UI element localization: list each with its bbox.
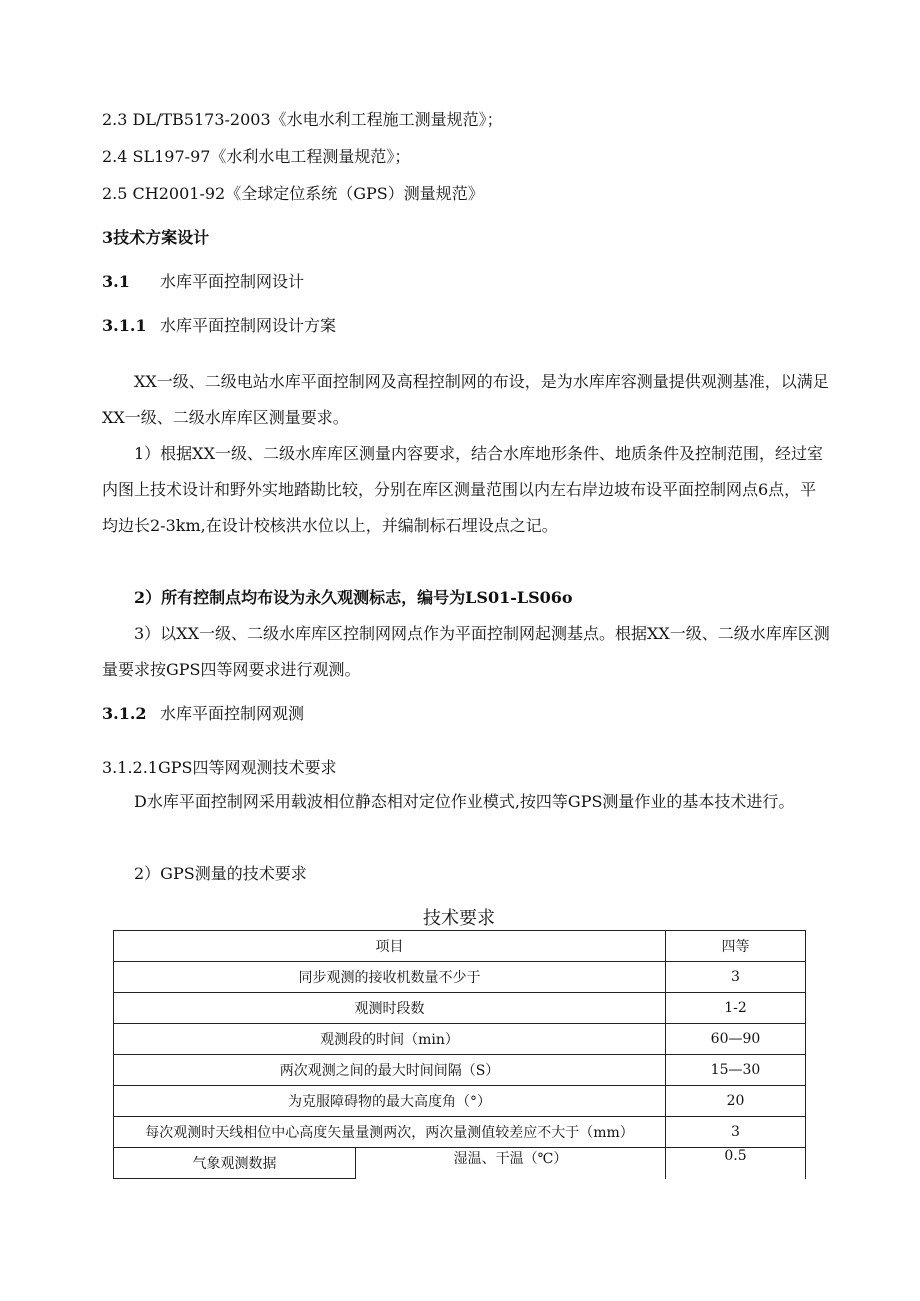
row-value: 3 <box>666 962 806 993</box>
row-value: 20 <box>666 1086 806 1117</box>
table-row <box>114 1055 806 1086</box>
row-item: 两次观测之间的最大时间间隔（S） <box>114 1055 666 1086</box>
section-number: 3.1 <box>102 272 130 291</box>
header-grade: 四等 <box>666 931 806 962</box>
paragraph: XX一级、二级电站水库平面控制网及高程控制网的布设，是为水库库容测量提供观测基准，以满足XX一级、二级水库库区测量要求。 <box>102 372 829 427</box>
table-row <box>114 962 806 993</box>
table-row <box>114 993 806 1024</box>
section-title: 水库平面控制网设计方案 <box>160 316 337 335</box>
paragraph-text: 2）所有控制点均布设为永久观测标志，编号为 <box>134 588 466 607</box>
row-item: 同步观测的接收机数量不少于 <box>114 962 666 993</box>
section-heading-3-1-1 <box>102 316 336 336</box>
table-row <box>114 1086 806 1117</box>
row-value: 15—30 <box>666 1055 806 1086</box>
reference-item: 2.5 CH2001-92《全球定位系统（GPS）测量规范》 <box>102 184 484 203</box>
section-heading-3-1-2 <box>102 704 304 724</box>
row-value: 60—90 <box>666 1024 806 1055</box>
row-item: 为克服障碍物的最大高度角（°） <box>114 1086 666 1117</box>
section-heading-3: 3技术方案设计 <box>102 228 210 247</box>
row-item: 观测时段数 <box>114 993 666 1024</box>
section-title: 水库平面控制网设计 <box>160 272 305 291</box>
paragraph: 3）以XX一级、二级水库库区控制网网点作为平面控制网起测基点。根据XX一级、二级水库库区测量要求按GPS四等网要求进行观测。 <box>102 624 830 679</box>
section-number: 3.1.2 <box>102 704 147 723</box>
header-item: 项目 <box>114 931 666 962</box>
control-point-code: LS01-LS06o <box>465 588 573 607</box>
row-value: 1-2 <box>666 993 806 1024</box>
row-value: 3 <box>666 1117 806 1148</box>
section-number: 3.1.1 <box>102 316 147 335</box>
row-item: 每次观测时天线相位中心高度矢量量测两次，两次量测值较差应不大于（mm） <box>114 1117 666 1148</box>
section-heading-3-1 <box>102 272 304 292</box>
paragraph <box>102 580 830 616</box>
row-item: 湿温、干温（℃） <box>356 1148 666 1179</box>
table-row <box>114 1024 806 1055</box>
paragraph: 2）GPS测量的技术要求 <box>134 864 307 883</box>
table-row <box>114 1148 806 1179</box>
row-value: 0.5 <box>666 1148 806 1179</box>
row-item: 观测段的时间（min） <box>114 1024 666 1055</box>
section-title: 水库平面控制网观测 <box>160 704 305 723</box>
table-caption: 技术要求 <box>423 908 495 929</box>
paragraph: 1）根据XX一级、二级水库库区测量内容要求，结合水库地形条件、地质条件及控制范围，经过室内图上技术设计和野外实地踏勘比较，分别在库区测量范围以内左右岸边坡布设平面控制网点6点，平均边长2-3km,在设计校核洪水位以上，并编制标石埋设点之记。 <box>102 444 823 535</box>
technical-requirements-table <box>113 930 806 1179</box>
reference-item: 2.3 DL/TB5173-2003《水电水利工程施工测量规范》； <box>102 110 503 129</box>
row-group: 气象观测数据 <box>114 1148 356 1179</box>
paragraph: D水库平面控制网采用载波相位静态相对定位作业模式,按四等GPS测量作业的基本技术进行。 <box>134 792 795 811</box>
section-heading-3-1-2-1: 3.1.2.1GPS四等网观测技术要求 <box>102 758 337 777</box>
table-row <box>114 1117 806 1148</box>
table-header-row <box>114 931 806 962</box>
reference-item: 2.4 SL197-97《水利水电工程测量规范》； <box>102 147 411 166</box>
